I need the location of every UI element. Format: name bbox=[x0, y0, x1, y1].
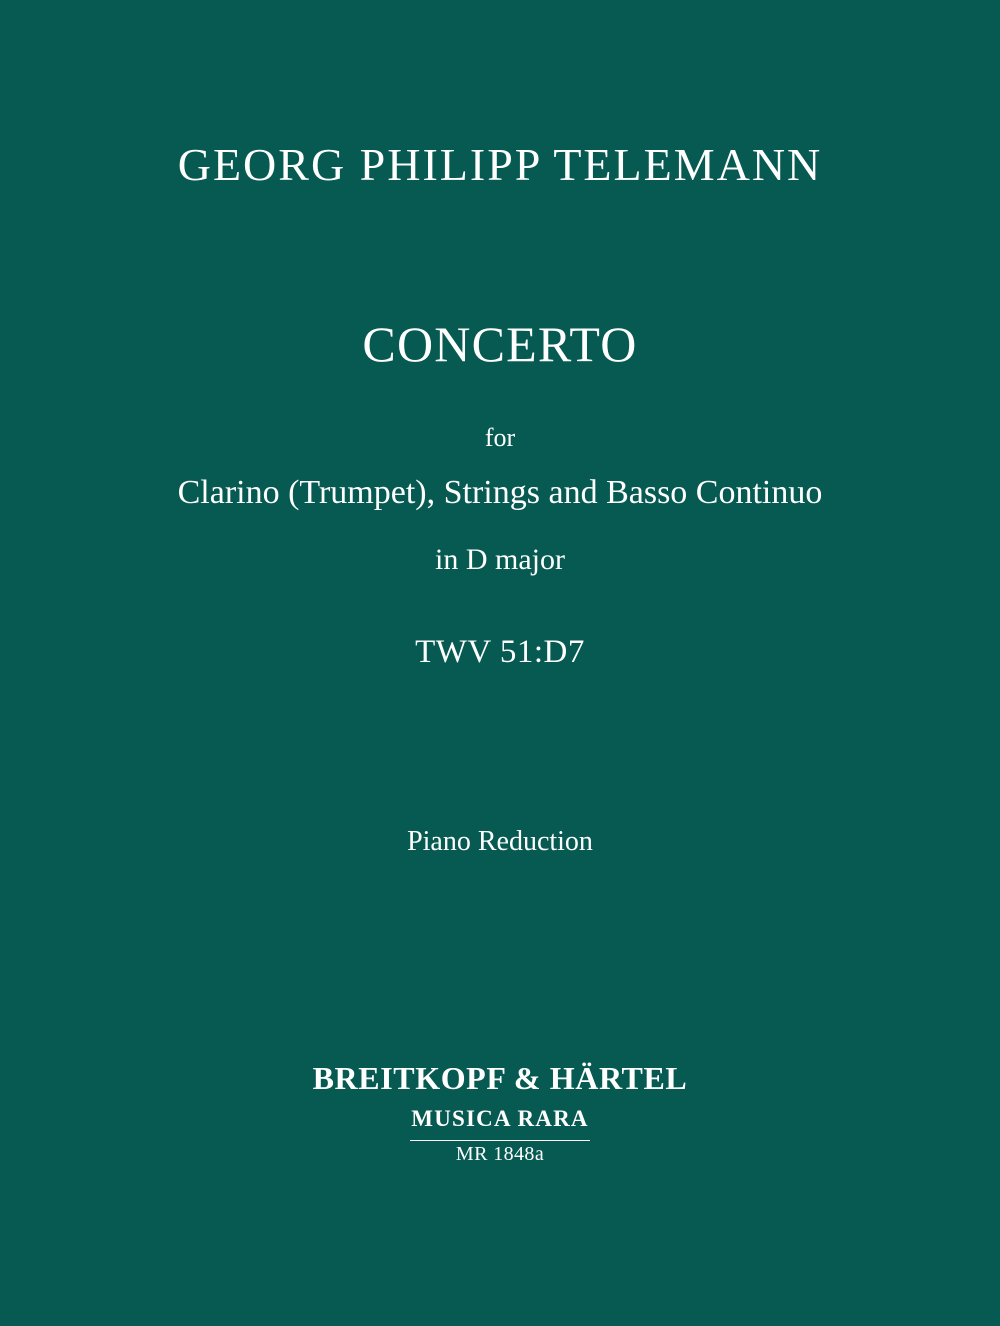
composer-name: GEORG PHILIPP TELEMANN bbox=[177, 139, 823, 190]
catalogue-number: TWV 51:D7 bbox=[415, 634, 585, 670]
imprint-name: MUSICA RARA bbox=[411, 1106, 589, 1131]
for-label: for bbox=[484, 423, 516, 452]
key-line: in D major bbox=[435, 543, 565, 576]
divider-rule bbox=[410, 1140, 590, 1141]
instrumentation-line: Clarino (Trumpet), Strings and Basso Continuo bbox=[177, 474, 823, 511]
arrangement-label: Piano Reduction bbox=[407, 826, 593, 857]
plate-number: MR 1848a bbox=[455, 1143, 545, 1165]
publisher-name: BREITKOPF & HÄRTEL bbox=[312, 1060, 688, 1096]
work-title: CONCERTO bbox=[362, 316, 638, 372]
